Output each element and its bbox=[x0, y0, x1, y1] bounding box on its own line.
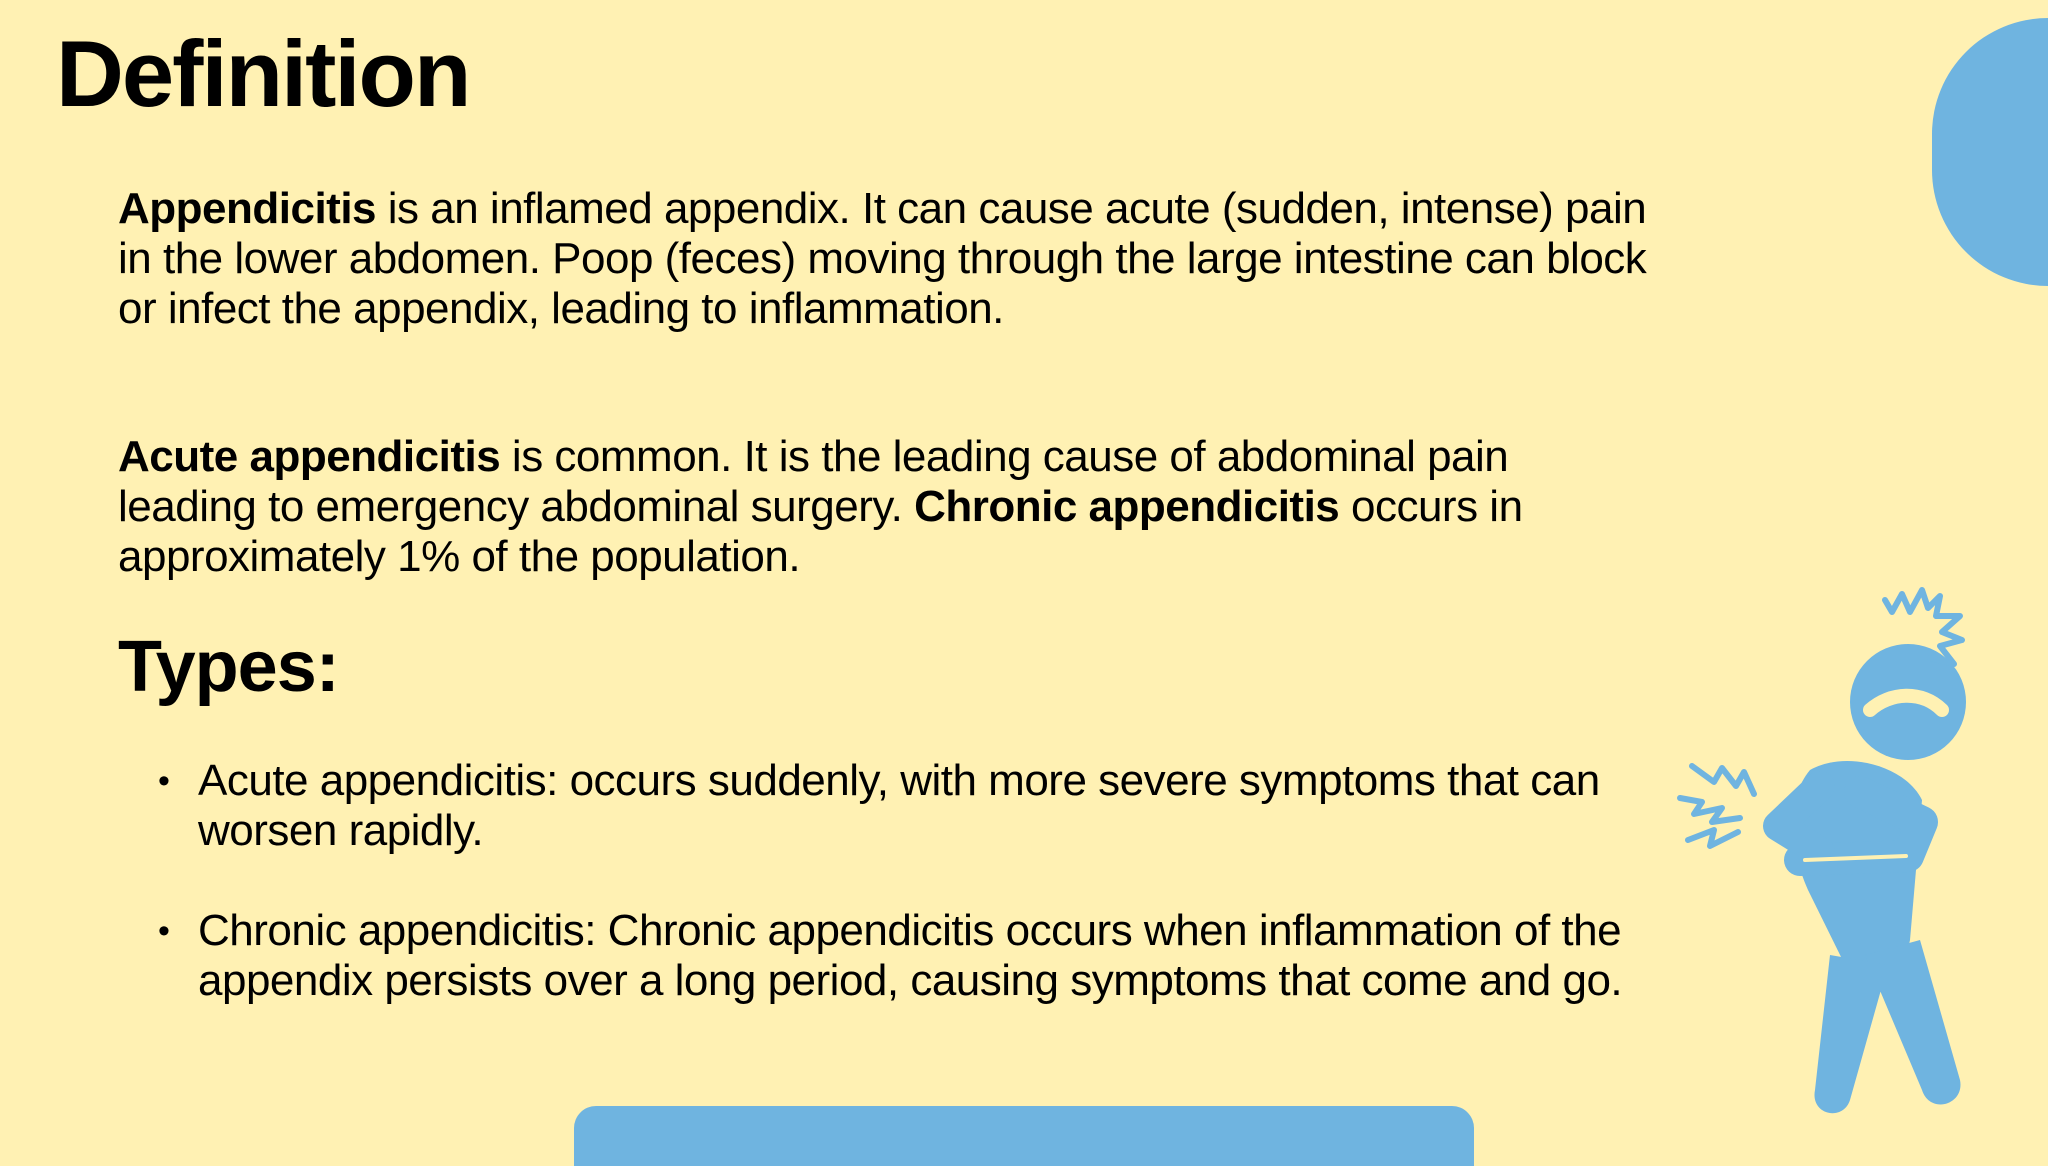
person-stomach-pain-icon bbox=[1660, 560, 2040, 1120]
types-heading: Types: bbox=[118, 627, 339, 707]
prevalence-text-2: occurs in approximately 1% of the population. bbox=[118, 482, 1523, 581]
prevalence-text-1: is common. It is the leading cause of abdominal pain leading to emergency abdominal surgery. bbox=[118, 432, 1509, 531]
definition-paragraph bbox=[118, 184, 1658, 334]
decorative-bottom-bar bbox=[574, 1106, 1474, 1166]
decorative-corner-shape bbox=[1932, 18, 2048, 286]
list-item bbox=[158, 906, 1658, 1006]
type-chronic-text: Chronic appendicitis: Chronic appendicitis occurs when inflammation of the appendix persists over a long period, causing symptoms that come and go. bbox=[198, 906, 1623, 1005]
prevalence-paragraph bbox=[118, 432, 1658, 582]
bullet-icon: • bbox=[158, 912, 170, 950]
page-title: Definition bbox=[56, 21, 470, 126]
term-acute-appendicitis: Acute appendicitis bbox=[118, 432, 501, 481]
bullet-icon: • bbox=[158, 762, 170, 800]
type-acute-text: Acute appendicitis: occurs suddenly, with more severe symptoms that can worsen rapidly. bbox=[198, 756, 1600, 855]
term-appendicitis: Appendicitis bbox=[118, 184, 377, 233]
definition-text: is an inflamed appendix. It can cause acute (sudden, intense) pain in the lower abdomen. Poop (feces) moving through the large intestine can block or infect the appendix, leading to inflammation. bbox=[118, 184, 1647, 333]
list-item bbox=[158, 756, 1658, 856]
term-chronic-appendicitis: Chronic appendicitis bbox=[914, 482, 1340, 531]
types-list bbox=[158, 756, 1658, 1006]
